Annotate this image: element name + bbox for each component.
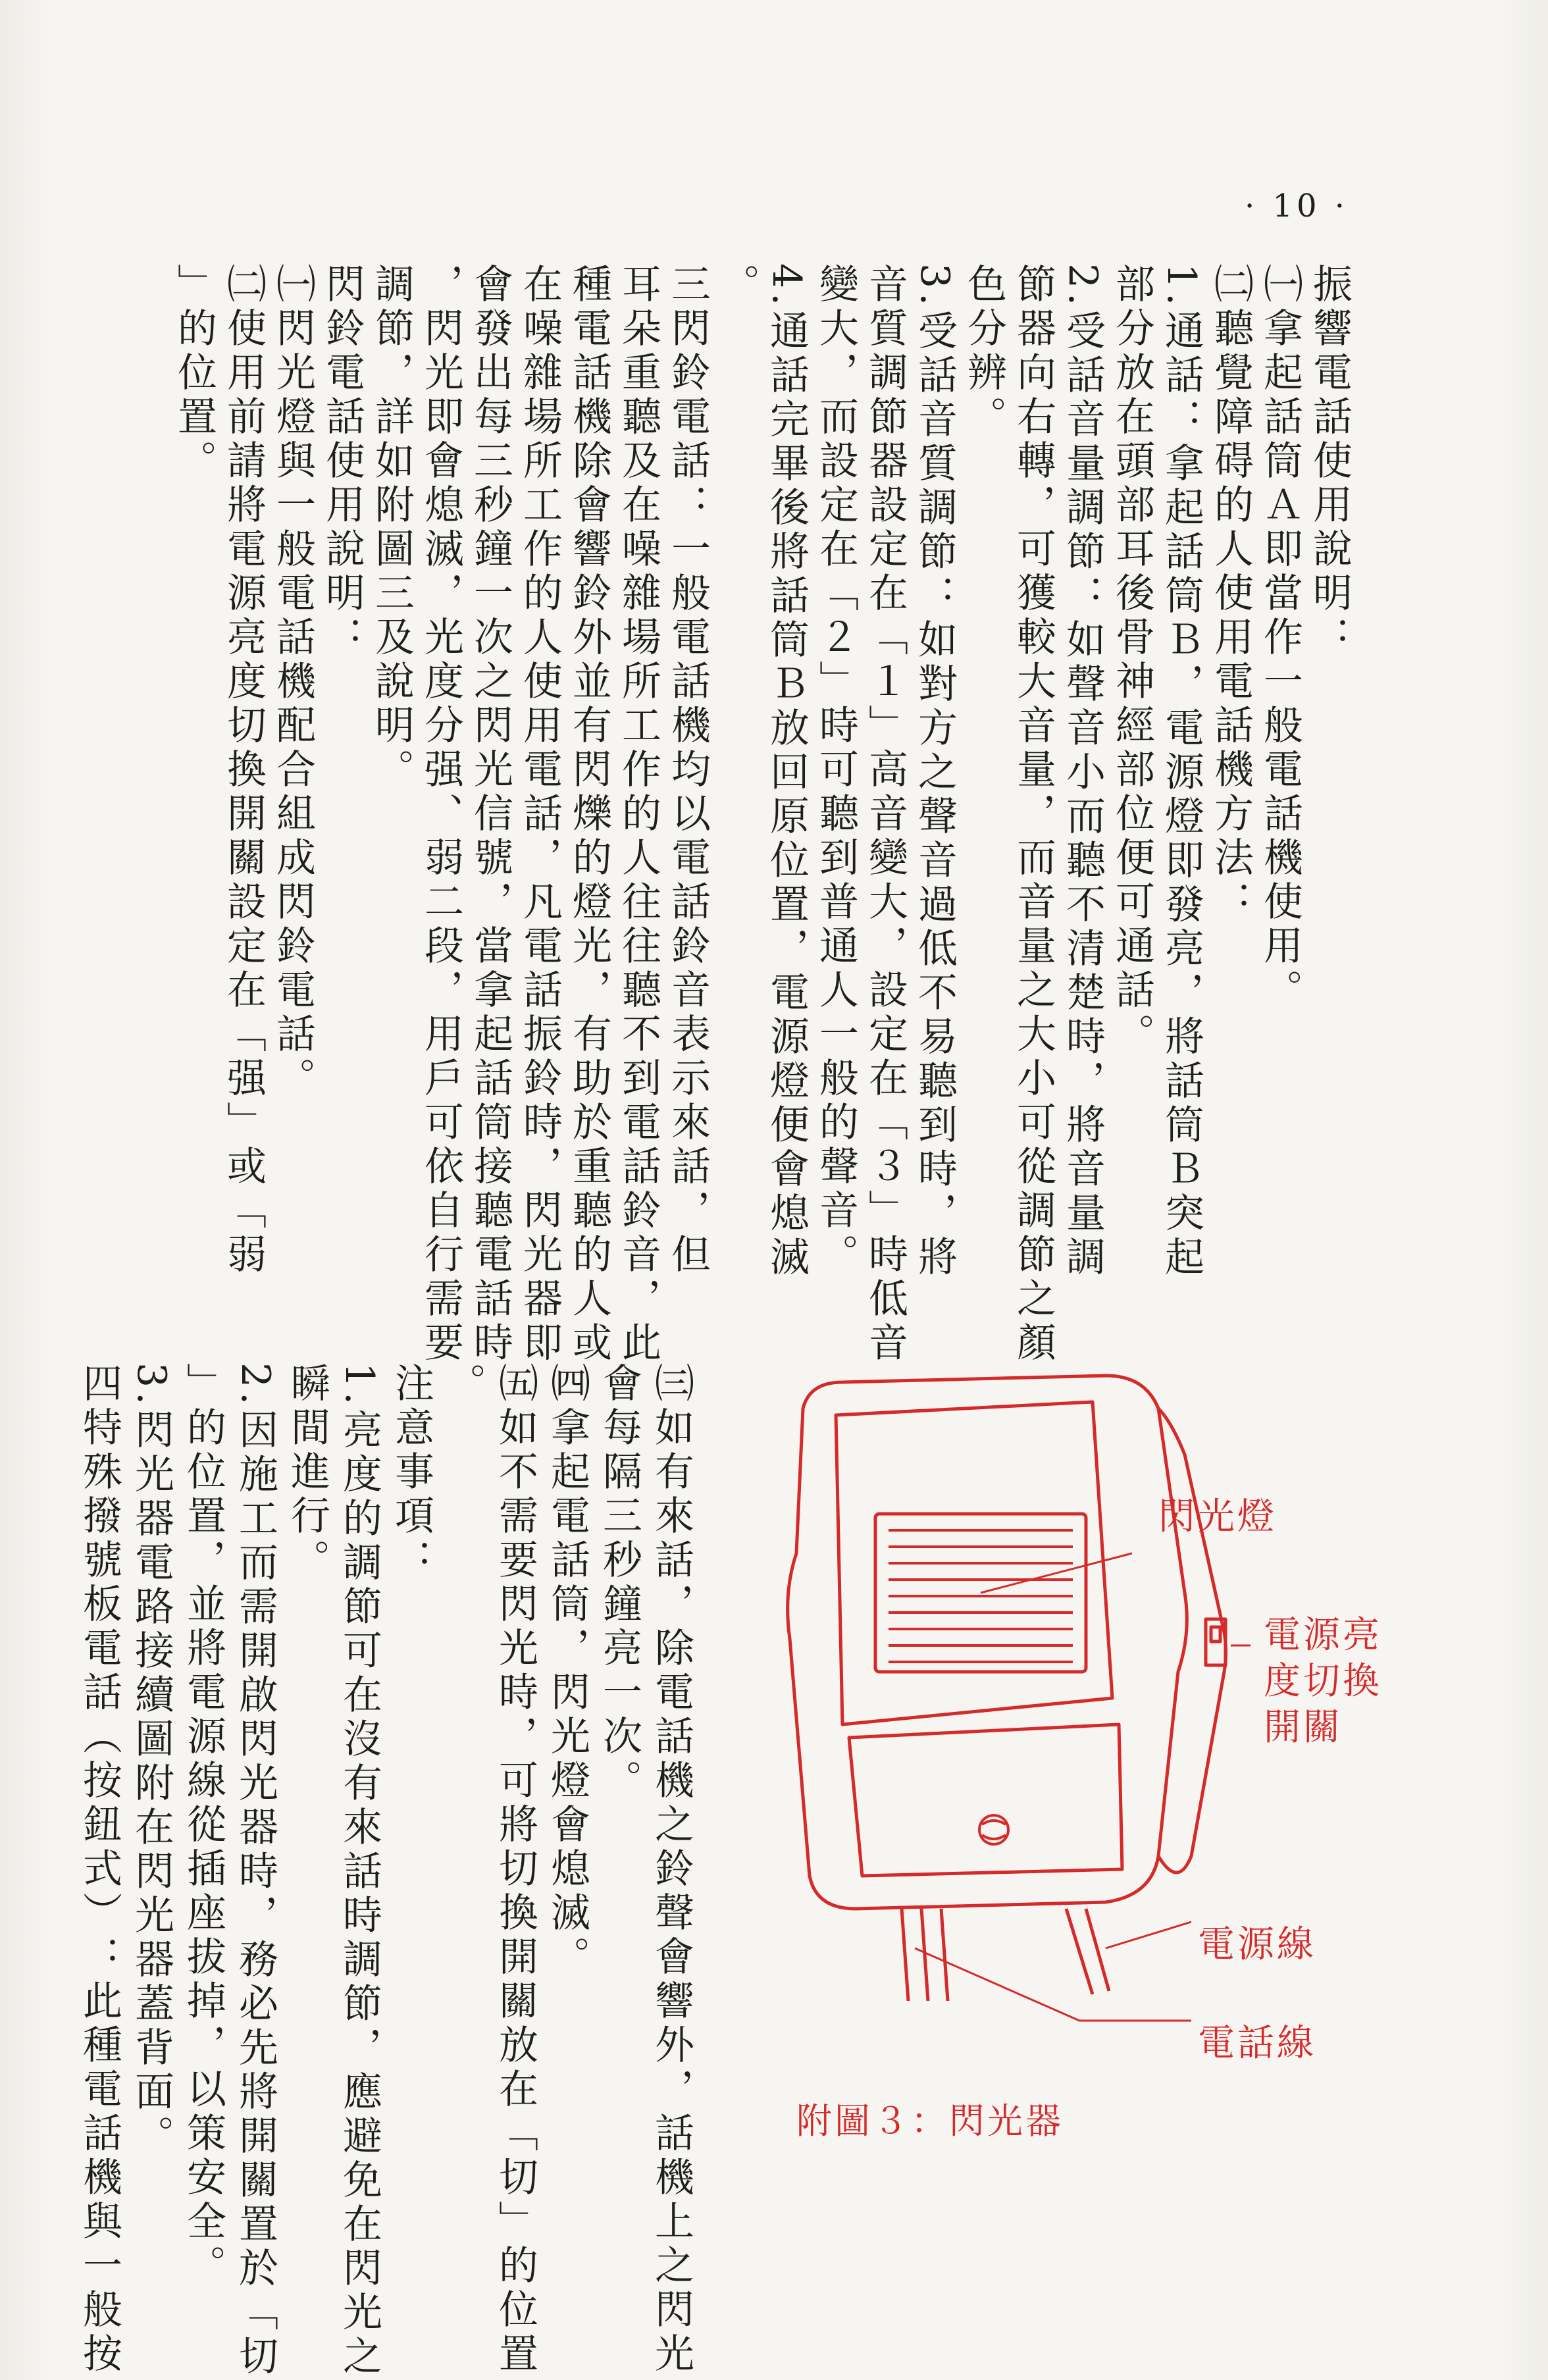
- figure-caption: 附圖３：閃光器: [796, 2100, 1064, 2142]
- flash-device-figure: [763, 1356, 1382, 2159]
- lower-text-column-9: 2.因施工而需開啟閃光器時，務必先將開關置於「切: [232, 1362, 278, 2380]
- text-column-18: 會發出每三秒鐘一次之閃光信號，當拿起話筒接聽電話時: [467, 263, 513, 1366]
- page-number: · 10 ·: [1244, 188, 1349, 224]
- lower-text-column-10: 」的位置，並將電源線從插座拔掉，以策安全。: [180, 1362, 226, 2289]
- text-column-14: 三閃鈴電話：一般電話機均以電話鈴音表示來話，但: [665, 263, 711, 1278]
- text-column-1: 振響電話使用說明：: [1306, 263, 1353, 660]
- text-column-2: ㈠拿起話筒Ａ即當作一般電話機使用。: [1257, 263, 1303, 1013]
- lower-text-column-5: 。: [440, 1362, 486, 1407]
- switch-label-line2: 度切換: [1264, 1660, 1382, 1703]
- text-column-5: 部分放在頭部耳後骨神經部位便可通話。: [1109, 263, 1155, 1057]
- text-column-9: 3.受話音質調節：如對方之聲音過低不易聽到時，將: [912, 263, 958, 1281]
- text-column-19: ，閃光即會熄滅，光度分强、弱二段，用戶可依自行需要: [418, 263, 464, 1366]
- lower-text-column-1: ㈢如有來話，除電話機之鈴聲會響外，話機上之閃光: [648, 1362, 694, 2377]
- phone-cord-label: 電話線: [1198, 2022, 1316, 2065]
- text-column-3: ㈡聽覺障碍的人使用電話機方法：: [1208, 263, 1254, 925]
- lower-text-column-12: 四特殊撥號板電話（按鈕式）：此種電話機與一般按: [76, 1362, 122, 2377]
- text-column-8: 色分辨。: [961, 263, 1007, 440]
- text-column-15: 耳朵重聽及在噪雜場所工作的人往往聽不到電話鈴音，此: [615, 263, 661, 1366]
- flash-lamp-label: 閃光燈: [1158, 1495, 1277, 1538]
- text-column-12: 4.通話完畢後將話筒Ｂ放回原位置，電源燈便會熄滅: [763, 263, 810, 1281]
- switch-label-line1: 電源亮: [1264, 1614, 1382, 1657]
- text-column-16: 種電話機除會響鈴外並有閃爍的燈光，有助於重聽的人或: [566, 263, 612, 1366]
- text-column-13: 。: [714, 263, 760, 307]
- text-column-10: 音質調節器設定在「１」高音變大，設定在「３」時低音: [862, 263, 908, 1366]
- lower-text-column-6: 注意事項：: [388, 1362, 434, 1583]
- lower-text-column-7: 1.亮度的調節可在沒有來話時調節，應避免在閃光之: [336, 1362, 382, 2380]
- lower-text-column-2: 會每隔三秒鐘亮一次。: [596, 1362, 642, 1803]
- lower-text-column-8: 瞬間進行。: [284, 1362, 330, 1583]
- text-column-17: 在噪雜場所工作的人使用電話，凡電話振鈴時，閃光器即: [517, 263, 563, 1366]
- text-column-23: ㈡使用前請將電源亮度切換開關設定在「强」或「弱: [220, 263, 267, 1278]
- text-column-24: 」的位置。: [171, 263, 217, 484]
- text-column-7: 節器向右轉，可獲較大音量，而音量之大小可從調節之顏: [1010, 263, 1056, 1366]
- text-column-11: 變大，而設定在「２」時可聽到普通人一般的聲音。: [813, 263, 859, 1278]
- lower-text-column-11: 3.閃光器電路接續圖附在閃光器蓋背面。: [128, 1362, 174, 2160]
- text-column-22: ㈠閃光燈與一般電話機配合組成閃鈴電話。: [270, 263, 316, 1101]
- text-column-20: 調節，詳如附圖三及說明。: [369, 263, 415, 792]
- power-cord-label: 電源線: [1198, 1923, 1316, 1966]
- text-column-6: 2.受話音量調節：如聲音小而聽不清楚時，將音量調: [1060, 263, 1106, 1281]
- lower-text-column-4: ㈤如不需要閃光時，可將切換開關放在「切」的位置: [492, 1362, 538, 2377]
- lower-text-column-3: ㈣拿起電話筒，閃光燈會熄滅。: [544, 1362, 590, 1980]
- switch-label-line3: 開關: [1264, 1706, 1343, 1749]
- text-column-21: 閃鈴電話使用說明：: [319, 263, 365, 660]
- text-column-4: 1.通話：拿起話筒Ｂ，電源燈即發亮，將話筒Ｂ突起: [1158, 263, 1204, 1281]
- logo-icon: [979, 1815, 1008, 1844]
